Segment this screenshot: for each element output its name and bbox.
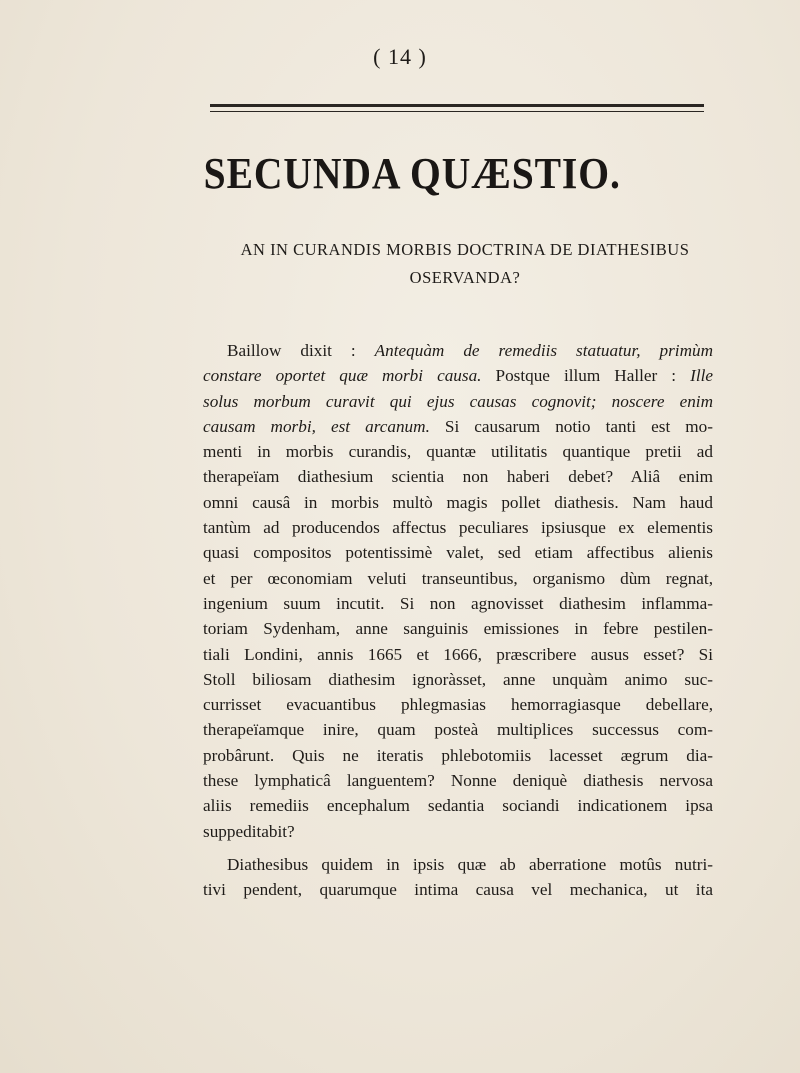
text-segment: aliis remediis encephalum sedantia sociandi indicationem ipsa	[203, 796, 713, 816]
text-line	[203, 414, 713, 439]
text-line	[203, 338, 713, 363]
text-line	[203, 616, 713, 641]
italic-quote: Ille	[690, 366, 713, 386]
text-line	[203, 389, 713, 414]
text-segment: Postque illum Haller :	[481, 366, 691, 386]
paragraph	[203, 338, 713, 844]
text-line	[203, 768, 713, 793]
text-line	[203, 363, 713, 388]
text-segment: omni causâ in morbis multò magis pollet diathesis. Nam haud	[203, 492, 713, 512]
text-segment: quasi compositos potentissimè valet, sed etiam affectibus alienis	[203, 543, 713, 563]
text-line	[203, 743, 713, 768]
italic-quote: constare oportet quæ morbi causa.	[203, 366, 482, 386]
text-segment: Baillow dixit :	[227, 341, 375, 360]
text-segment: et per œconomiam veluti transeuntibus, organismo dùm regnat,	[203, 568, 713, 588]
subtitle-line-2: OSERVANDA?	[409, 268, 521, 287]
chapter-title: SECUNDA QUÆSTIO.	[203, 149, 621, 198]
italic-quote: Antequàm de remediis statuatur, primùm	[374, 341, 713, 360]
text-line	[203, 490, 713, 515]
text-line	[203, 852, 713, 877]
text-segment: these lymphaticâ languentem? Nonne deniquè diathesis nervosa	[203, 771, 713, 791]
text-segment: currisset evacuantibus phlegmasias hemorragiasque debellare,	[203, 695, 713, 715]
text-line	[203, 566, 713, 591]
text-segment: Diathesibus quidem in ipsis quæ ab aberratione motûs nutri-	[227, 854, 713, 874]
italic-quote: solus morbum curavit qui ejus causas cognovit; noscere enim	[203, 391, 713, 411]
text-line	[203, 717, 713, 742]
text-segment: therapeïam diathesium scientia non haberi debet? Aliâ enim	[203, 467, 713, 487]
header-rule-thin	[210, 111, 704, 112]
chapter-subtitle	[200, 236, 730, 292]
text-line	[203, 439, 713, 464]
text-line	[203, 642, 713, 667]
text-line	[203, 667, 713, 692]
text-segment: tantùm ad producendos affectus peculiares ipsiusque ex elementis	[203, 518, 713, 538]
text-line	[203, 464, 713, 489]
text-segment: Stoll biliosam diathesim ignoràsset, anne unquàm animo suc-	[203, 669, 713, 689]
text-segment: toriam Sydenham, anne sanguinis emissiones in febre pestilen-	[203, 619, 713, 639]
page-number: ( 14 )	[373, 44, 427, 69]
text-line	[203, 877, 713, 902]
text-segment: therapeïamque inire, quam posteà multiplices successus com-	[203, 720, 713, 740]
text-line	[203, 819, 713, 844]
paragraph	[203, 852, 713, 903]
text-segment: suppeditabit?	[203, 821, 295, 841]
header-rule-thick	[210, 104, 704, 107]
text-segment: tiali Londini, annis 1665 et 1666, præscribere ausus esset? Si	[203, 644, 713, 664]
paragraph-gap	[203, 844, 713, 852]
text-line	[203, 692, 713, 717]
body-text	[203, 338, 713, 903]
subtitle-line-1: AN IN CURANDIS MORBIS DOCTRINA DE DIATHESIBUS	[240, 240, 690, 259]
text-segment: Si causarum notio tanti est mo-	[429, 416, 713, 436]
text-line	[203, 591, 713, 616]
italic-quote: causam morbi, est arcanum.	[203, 416, 430, 436]
text-segment: menti in morbis curandis, quantæ utilitatis quantique pretii ad	[203, 442, 713, 462]
text-line	[203, 793, 713, 818]
text-line	[203, 540, 713, 565]
text-line	[203, 515, 713, 540]
text-segment: tivi pendent, quarumque intima causa vel mechanica, ut ita	[203, 880, 713, 900]
text-segment: probârunt. Quis ne iteratis phlebotomiis lacesset ægrum dia-	[203, 745, 713, 765]
text-segment: ingenium suum incutit. Si non agnovisset diathesim inflamma-	[203, 593, 713, 613]
